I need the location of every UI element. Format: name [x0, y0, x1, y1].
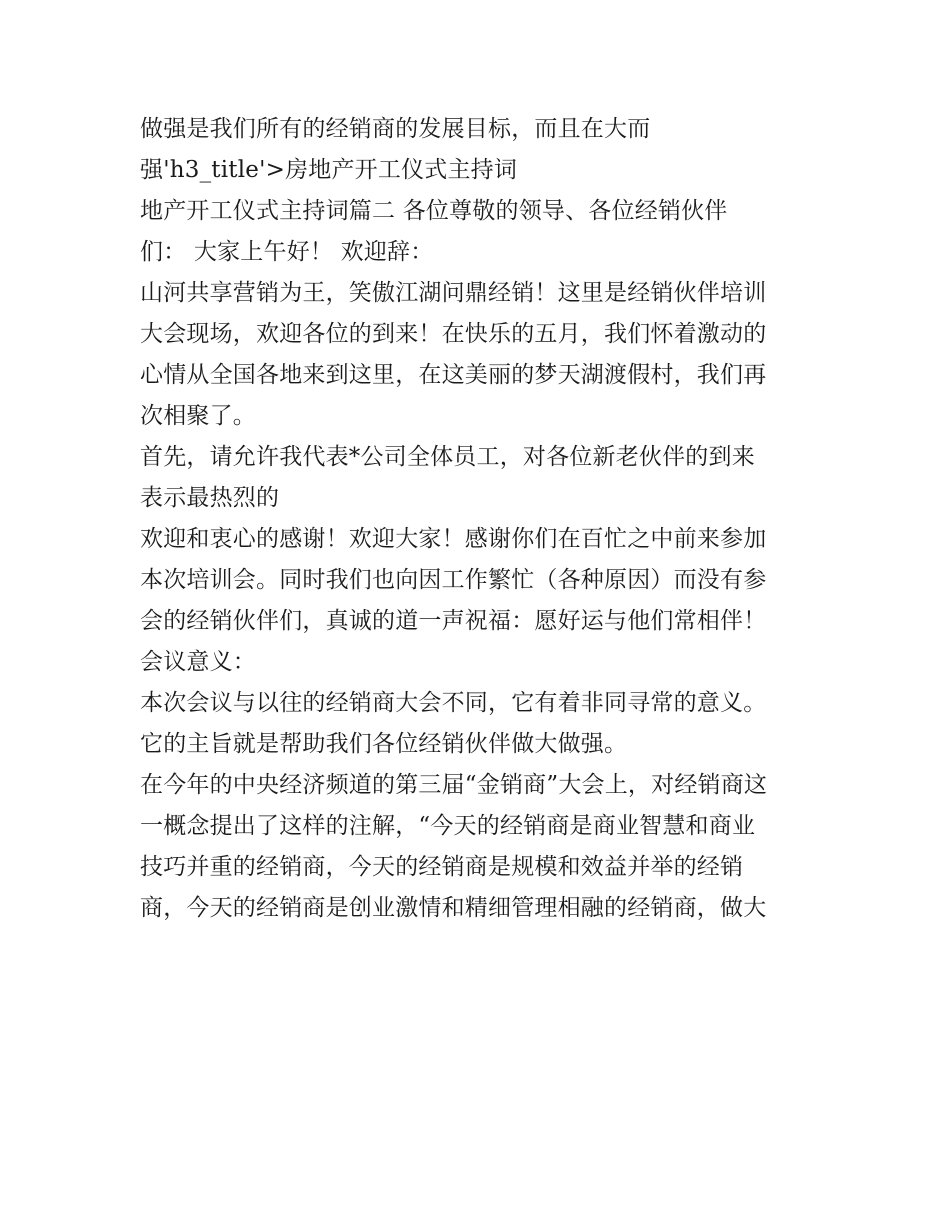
text-line: 心情从全国各地来到这里，在这美丽的梦天湖渡假村，我们再: [140, 362, 767, 388]
text-line: 强'h3_title'>房地产开工仪式主持词: [140, 157, 518, 183]
text-line: 本次培训会。同时我们也向因工作繁忙（各种原因）而没有参: [140, 567, 767, 593]
document-body: [140, 109, 830, 929]
text-line: 一概念提出了这样的注解，“今天的经销商是商业智慧和商业: [140, 813, 756, 839]
text-line: 会议意义：: [140, 649, 256, 675]
text-line: 们： 大家上午好！ 欢迎辞：: [140, 239, 434, 265]
text-line: 技巧并重的经销商，今天的经销商是规模和效益并举的经销: [140, 854, 744, 880]
text-line: 表示最热烈的: [140, 485, 280, 511]
text-line: 首先，请允许我代表*公司全体员工，对各位新老伙伴的到来: [140, 444, 755, 470]
text-line: 山河共享营销为王，笑傲江湖问鼎经销！这里是经销伙伴培训: [140, 280, 767, 306]
text-line: 它的主旨就是帮助我们各位经销伙伴做大做强。: [140, 731, 628, 757]
text-line: 本次会议与以往的经销商大会不同，它有着非同寻常的意义。: [140, 690, 767, 716]
text-line: 欢迎和衷心的感谢！欢迎大家！感谢你们在百忙之中前来参加: [140, 526, 767, 552]
text-line: 大会现场，欢迎各位的到来！在快乐的五月，我们怀着激动的: [140, 321, 767, 347]
text-line: 次相聚了。: [140, 403, 256, 429]
text-line: 做强是我们所有的经销商的发展目标，而且在大而: [140, 116, 651, 142]
text-line: 商，今天的经销商是创业激情和精细管理相融的经销商，做大: [140, 895, 767, 921]
text-line: 在今年的中央经济频道的第三届“金销商”大会上，对经销商这: [140, 772, 768, 798]
text-line: 地产开工仪式主持词篇二 各位尊敬的领导、各位经销伙伴: [140, 198, 728, 224]
text-line: 会的经销伙伴们，真诚的道一声祝福：愿好运与他们常相伴！: [140, 608, 767, 634]
